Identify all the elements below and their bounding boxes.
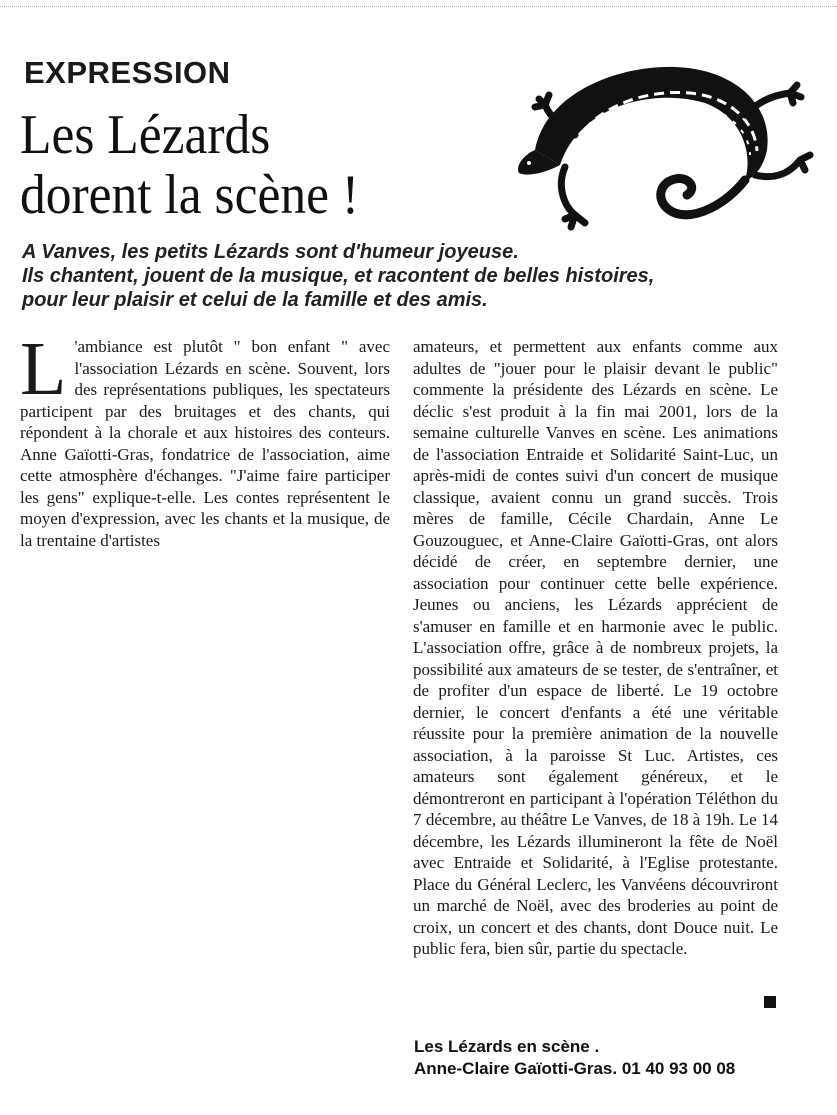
article-title xyxy=(20,105,452,225)
article-column-1 xyxy=(20,327,390,551)
article-column-2 xyxy=(413,336,778,960)
contact-person-phone: Anne-Claire Gaïotti-Gras. 01 40 93 00 08 xyxy=(414,1059,736,1078)
section-rubric: EXPRESSION xyxy=(24,55,231,90)
lead-line-3: pour leur plaisir et celui de la famille et des amis. xyxy=(22,289,488,311)
lizard-icon xyxy=(505,55,815,235)
top-rule xyxy=(0,6,837,9)
lead-line-1: A Vanves, les petits Lézards sont d'humeur joyeuse. xyxy=(22,241,519,263)
drop-cap: L xyxy=(20,327,67,411)
title-line-1: Les Lézards xyxy=(20,104,271,166)
article-lead xyxy=(22,240,822,312)
column-1-text: 'ambiance est plutôt " bon enfant " avec l'association Lézards en scène. Souvent, lors des représentations publiques, les spectateurs participent par des bruitages et des chants, qui répondent à la chorale et aux histoires des conteurs. Anne Gaïotti-Gras, fondatrice de l'association, aime cette atmosphère d'échanges. "J'aime faire participer les gens" explique-t-elle. Les contes représentent le moyen d'expression, avec les chants et la musique, de la trentaine d'artistes xyxy=(20,337,390,550)
contact-info xyxy=(414,1036,735,1080)
column-2-text: amateurs, et permettent aux enfants comme aux adultes de "jouer pour le plaisir devant le public" commente la présidente des Lézards en scène. Le déclic s'est produit à la fin mai 2001, lors de la semaine culturelle Vanves en scène. Les animations de l'association Entraide et Solidarité Saint-Luc, un après-midi de contes suivi d'un concert de musique classique, avaient connu un grand succès. Trois mères de famille, Cécile Chardain, Anne Le Gouzouguec, et Anne-Claire Gaïotti-Gras, ont alors décidé de créer, en septembre dernier, une association pour continuer cette belle expérience. Jeunes ou anciens, les Lézards apprécient de s'amuser en famille et en harmonie avec le public. L'association offre, grâce à de nombreux projets, la possibilité aux amateurs de se tester, de s'entraîner, et de profiter d'un espace de liberté. Le 19 octobre dernier, le concert d'enfants a été une véritable réussite pour la première animation de la nouvelle association, à la paroisse St Luc. Artistes, ces amateurs sont également généreux, et le démontreront en participant à l'opération Téléthon du 7 décembre, au théâtre Le Vanves, de 18 à 19h. Le 14 décembre, les Lézards illumineront la fête de Noël avec Entraide et Solidarité, à l'Eglise protestante. Place du Général Leclerc, les Vanvéens découvriront un marché de Noël, avec des broderies au point de croix, un concert et des chants, dont Douce nuit. Le public fera, bien sûr, partie du spectacle. xyxy=(413,337,778,958)
title-line-2: dorent la scène ! xyxy=(20,164,360,226)
end-of-article-mark xyxy=(764,996,776,1008)
lead-line-2: Ils chantent, jouent de la musique, et racontent de belles histoires, xyxy=(22,265,655,287)
contact-organisation: Les Lézards en scène . xyxy=(414,1037,600,1056)
